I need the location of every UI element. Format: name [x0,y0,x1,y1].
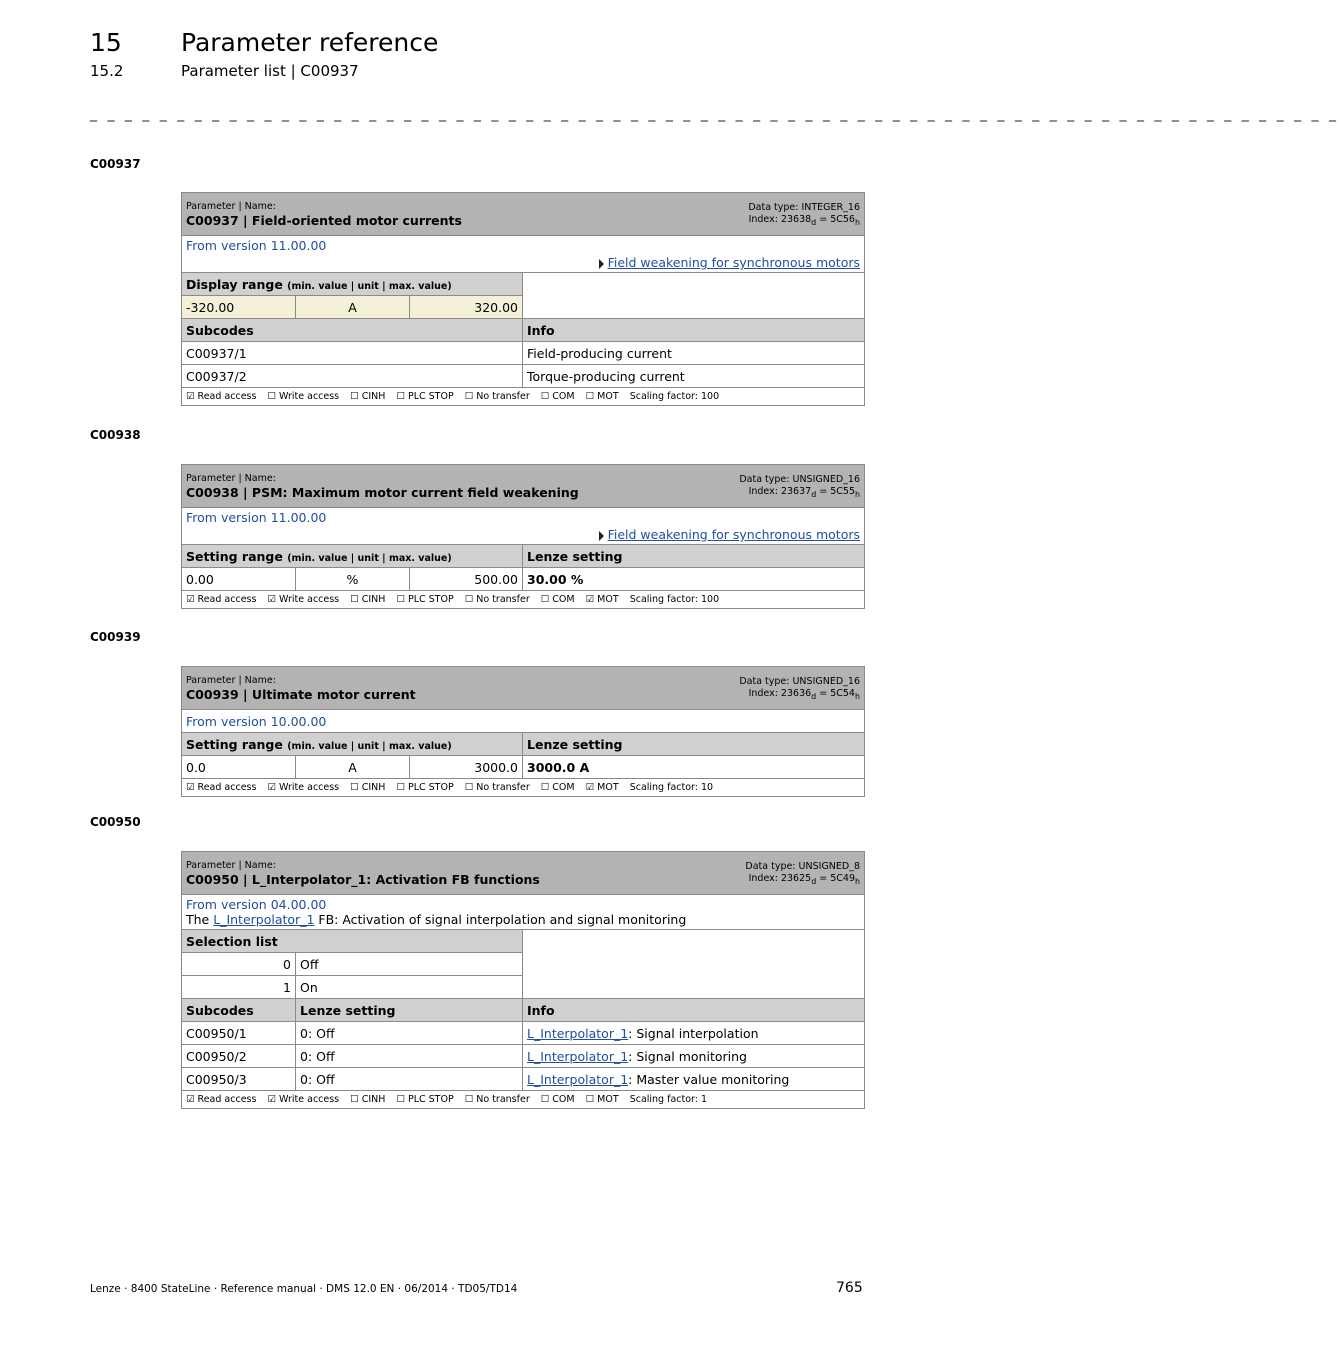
range-hint: (min. value | unit | max. value) [287,280,452,292]
version-text: From version 10.00.00 [182,710,865,733]
lenze-setting-label: Lenze setting [523,733,865,756]
param-header: Parameter | Name: C00950 | L_Interpolator_1: Activation FB functions Data type: UNSIGNED_8 Index: $23625_d = 5C49_h$ [182,852,865,895]
access-read: ☑ Read access [186,391,257,402]
access-write: ☑ Write access [267,594,340,605]
access-write: ☑ Write access [267,782,340,793]
param-table-c00938 [181,464,865,609]
access-cinh: ☐ CINH [350,782,386,793]
param-header: Parameter | Name: C00938 | PSM: Maximum motor current field weakening Data type: UNSIGNED_16 Index: $23637_d = 5C55_h$ [182,465,865,508]
display-range-label: Display range [186,276,283,292]
access-no-transfer: ☐ No transfer [464,391,530,402]
subcode-cell: C00950/1 [182,1022,296,1045]
param-name-label: Parameter | Name: [186,674,276,686]
footer-text: Lenze · 8400 StateLine · Reference manual · DMS 12.0 EN · 06/2014 · TD05/TD14 [90,1283,518,1295]
range-hint: (min. value | unit | max. value) [287,740,452,752]
lenze-setting-label: Lenze setting [296,999,523,1022]
access-read: ☑ Read access [186,1094,257,1105]
chapter-title: Parameter reference [181,28,439,57]
access-mot: ☑ MOT [585,782,619,793]
selection-value: 0 [182,953,296,976]
access-com: ☐ COM [540,594,575,605]
scaling-factor: Scaling factor: 100 [629,594,720,605]
section-title: Parameter list | C00937 [181,62,359,80]
version-text: From version 11.00.00 [186,238,327,253]
range-max: 500.00 [410,568,523,591]
param-title: C00950 | L_Interpolator_1: Activation FB functions [186,871,540,887]
index-dec: Index: 23625 [748,872,812,884]
data-type: Data type: UNSIGNED_8 [745,860,861,872]
description-pre: The [186,912,214,927]
info-text: : Signal monitoring [628,1048,747,1064]
lenze-cell: 0: Off [296,1022,523,1045]
lenze-setting-label: Lenze setting [523,545,865,568]
info-label: Info [523,999,865,1022]
lenze-setting-value: 30.00 % [523,568,865,591]
param-heading-c00938: C00938 [90,428,141,442]
access-cinh: ☐ CINH [350,391,386,402]
info-cell [523,1022,865,1045]
param-table-c00939 [181,666,865,797]
info-label: Info [523,319,865,342]
access-com: ☐ COM [540,391,575,402]
index-hex: = 5C49 [819,872,856,884]
param-name-label: Parameter | Name: [186,472,276,484]
subcode-cell: C00937/1 [182,342,523,365]
param-heading-c00939: C00939 [90,630,141,644]
version-text: From version 04.00.00 [186,897,327,912]
table-row [182,342,865,365]
table-row [182,1022,865,1045]
param-table-c00937 [181,192,865,406]
access-no-transfer: ☐ No transfer [464,1094,530,1105]
table-row [182,1068,865,1091]
scaling-factor: Scaling factor: 10 [629,782,714,793]
access-no-transfer: ☐ No transfer [464,782,530,793]
range-min: -320.00 [182,296,296,319]
description [186,912,860,927]
access-cinh: ☐ CINH [350,594,386,605]
param-title: C00937 | Field-oriented motor currents [186,212,462,228]
setting-range-label: Setting range [186,548,283,564]
param-header: Parameter | Name: C00937 | Field-oriented motor currents Data type: INTEGER_16 Index: $23638_d = 5C56_h$ [182,193,865,236]
empty-cell [523,273,865,319]
lenze-cell: 0: Off [296,1068,523,1091]
section-number: 15.2 [90,62,124,80]
index-hex: = 5C54 [819,687,855,699]
page-number: 765 [836,1280,863,1296]
range-min: 0.0 [182,756,296,779]
link-l-interpolator[interactable]: L_Interpolator_1 [527,1071,629,1087]
param-name-label: Parameter | Name: [186,200,276,212]
data-type: Data type: UNSIGNED_16 [739,675,860,687]
info-cell: Torque-producing current [523,365,865,388]
access-plc-stop: ☐ PLC STOP [396,594,454,605]
range-max: 3000.0 [410,756,523,779]
info-text: : Master value monitoring [628,1071,790,1087]
subcode-cell: C00950/2 [182,1045,296,1068]
link-l-interpolator[interactable]: L_Interpolator_1 [213,912,315,927]
range-unit: A [296,296,410,319]
table-row [182,1045,865,1068]
scaling-factor: Scaling factor: 1 [629,1094,708,1105]
param-title: C00939 | Ultimate motor current [186,686,416,702]
data-type: Data type: INTEGER_16 [748,201,860,213]
access-mot: ☑ MOT [585,594,619,605]
access-write: ☑ Write access [267,1094,340,1105]
param-header: Parameter | Name: C00939 | Ultimate motor current Data type: UNSIGNED_16 Index: $23636_d = 5C54_h$ [182,667,865,710]
selection-value: 1 [182,976,296,999]
range-unit: % [296,568,410,591]
access-com: ☐ COM [540,782,575,793]
scaling-factor: Scaling factor: 100 [629,391,720,402]
access-plc-stop: ☐ PLC STOP [396,1094,454,1105]
access-row [182,779,865,797]
link-field-weakening[interactable]: Field weakening for synchronous motors [607,527,861,542]
access-mot: ☐ MOT [585,1094,619,1105]
access-no-transfer: ☐ No transfer [464,594,530,605]
param-title: C00938 | PSM: Maximum motor current field weakening [186,484,579,500]
info-text: : Signal interpolation [628,1025,759,1041]
subcodes-label: Subcodes [182,319,523,342]
description-post: FB: Activation of signal interpolation and signal monitoring [314,912,687,927]
link-l-interpolator[interactable]: L_Interpolator_1 [527,1048,629,1064]
link-field-weakening[interactable]: Field weakening for synchronous motors [607,255,860,270]
subcode-cell: C00950/3 [182,1068,296,1091]
dash-separator: _ _ _ _ _ _ _ _ _ _ _ _ _ _ _ _ _ _ _ _ _ _ _ _ _ _ _ _ _ _ _ _ _ _ _ _ _ _ _ _ _ _ _ _ _ _ _ _ _ _ _ _ _ _ _ _ _ _ _ _ _ _ _ _ _ _ _ _ _ _ _ _ [90,106,1339,122]
arrow-right-icon [599,531,604,541]
selection-list-label: Selection list [182,930,523,953]
access-com: ☐ COM [540,1094,575,1105]
access-read: ☑ Read access [186,782,257,793]
index-hex: = 5C55 [819,485,855,497]
info-cell [523,1068,865,1091]
access-mot: ☐ MOT [585,391,619,402]
access-plc-stop: ☐ PLC STOP [396,782,454,793]
param-heading-c00950: C00950 [90,815,141,829]
access-row [182,1091,865,1109]
lenze-setting-value: 3000.0 A [523,756,865,779]
access-row [182,388,865,406]
param-table-c00950 [181,851,865,1109]
range-hint: (min. value | unit | max. value) [287,552,452,564]
info-cell [523,1045,865,1068]
data-type: Data type: UNSIGNED_16 [739,473,861,485]
table-row [182,365,865,388]
access-plc-stop: ☐ PLC STOP [396,391,454,402]
access-write: ☐ Write access [267,391,340,402]
index-dec: Index: 23636 [748,687,812,699]
subcodes-label: Subcodes [182,999,296,1022]
setting-range-label: Setting range [186,736,283,752]
lenze-cell: 0: Off [296,1045,523,1068]
param-name-label: Parameter | Name: [186,859,276,871]
index-hex: = 5C56 [819,213,855,225]
empty-cell [523,930,865,999]
info-cell: Field-producing current [523,342,865,365]
access-row [182,591,865,609]
arrow-right-icon [599,259,604,269]
param-heading-c00937: C00937 [90,157,141,171]
access-cinh: ☐ CINH [350,1094,386,1105]
index-dec: Index: 23638 [748,213,812,225]
range-min: 0.00 [182,568,296,591]
range-max: 320.00 [410,296,523,319]
link-l-interpolator[interactable]: L_Interpolator_1 [527,1025,629,1041]
selection-label: Off [296,953,523,976]
chapter-number: 15 [90,28,122,57]
index-dec: Index: 23637 [748,485,812,497]
version-text: From version 11.00.00 [186,510,327,525]
subcode-cell: C00937/2 [182,365,523,388]
range-unit: A [296,756,410,779]
selection-label: On [296,976,523,999]
access-read: ☑ Read access [186,594,257,605]
